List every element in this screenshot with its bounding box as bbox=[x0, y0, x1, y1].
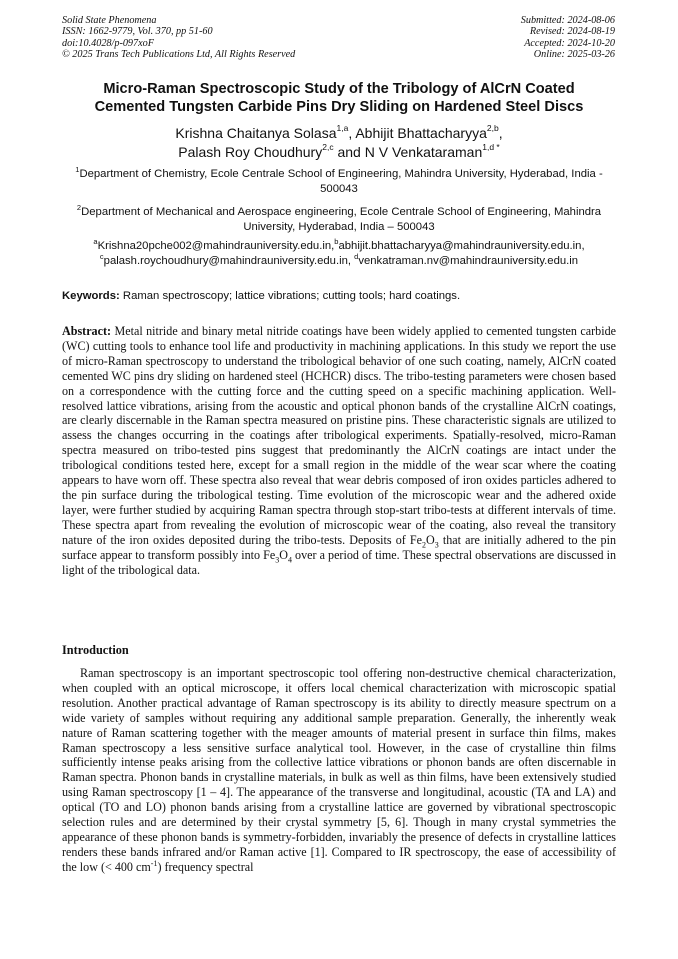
author-affiliation-mark: 1,d * bbox=[482, 141, 500, 152]
subscript: 4 bbox=[287, 555, 292, 564]
journal-copyright: © 2025 Trans Tech Publications Ltd, All Rights Reserved bbox=[62, 48, 296, 60]
subscript: 3 bbox=[434, 540, 439, 550]
email-link[interactable]: palash.roychoudhury@mahindrauniversity.edu.in, bbox=[103, 255, 352, 268]
introduction-text: ) frequency spectral bbox=[157, 859, 254, 874]
date-revised: Revised: 2024-08-19 bbox=[529, 26, 615, 38]
abstract-text: O bbox=[279, 547, 288, 562]
author-separator: and bbox=[333, 143, 365, 160]
affiliation-text: Department of Mechanical and Aerospace engineering, Ecole Centrale School of Engineering, Mahindra University, Hyderabad, India – 500043 bbox=[81, 206, 602, 234]
section-heading-introduction: Introduction bbox=[62, 643, 129, 657]
abstract-text: Metal nitride and binary metal nitride coatings have been widely applied to cemented tungsten carbide (WC) cutting tools to enhance tool life and productivity in machining applications. In this study we report the use of micro-Raman spectroscopy to understand the tribological behavior of one such coating, namely, AlCrN coated cemented WC pins dry sliding on hardened steel (HCHCR) discs. The tribo-testing parameters were chosen based on a correspondence with the cutting force and the cutting speed on a specific machining application. Well-resolved lattice vibrations, arising from the acoustic and optical phonon bands of the crystalline AlCrN coatings, are clearly discernable in the Raman spectra measured on pristine pins. These characteristic signals are utilized to assess the changes occurring in the coatings after tribological experiments. Spatially-resolved, micro-Raman spectra measured on tribo-tested pins suggest that predominantly the AlCrN coatings are intact under the tribological conditions tested here, except for a small region in the middle of the wear scar where the coating appears to have worn off. These spectra also reveal that wear debris composed of iron oxides particles adhered to the pin surface during the tribological testing. Time evolution of the microscopic wear and the adhered oxide layer, were further studied by acquiring Raman spectra through stop-start tribo-tests at different intervals of time. These spectra apart from revealing the evolution of microscopic wear of the coating, also reveal the transitory nature of the iron oxides deposited during the tribo-tests. Deposits of Fe bbox=[62, 324, 616, 547]
journal-name: Solid State Phenomena bbox=[62, 15, 157, 26]
title-line-1: Micro-Raman Spectroscopic Study of the Tribology of AlCrN Coated bbox=[103, 81, 575, 97]
abstract bbox=[62, 324, 616, 577]
author-separator: , bbox=[348, 125, 356, 141]
email-mark: b bbox=[334, 237, 339, 247]
abstract-text: that are initially adhered to the pin surface appear to transform possibly into Fe bbox=[62, 532, 617, 562]
keywords-label: Keywords: bbox=[62, 290, 120, 302]
abstract-text: over a period of time. These spectral observations are discussed in light of the tribological data. bbox=[62, 547, 616, 577]
date-accepted: Accepted: 2024-10-20 bbox=[524, 37, 615, 49]
keywords bbox=[62, 289, 616, 304]
affiliation-1 bbox=[62, 167, 616, 197]
affiliation-text: Department of Chemistry, Ecole Centrale School of Engineering, Mahindra University, Hyderabad, India - 500043 bbox=[79, 168, 603, 196]
author-affiliation-mark: 2,c bbox=[322, 141, 334, 152]
author-name: Krishna Chaitanya Solasa bbox=[175, 125, 337, 141]
abstract-label: Abstract: bbox=[62, 324, 112, 338]
introduction-paragraph bbox=[62, 666, 616, 875]
author-name: Palash Roy Choudhury bbox=[178, 143, 323, 160]
author-list bbox=[40, 124, 638, 161]
introduction-text: Raman spectroscopy is an important spectroscopic tool offering non-destructive chemical characterization, when coupled with an optical microscope, it offers local chemical characterization with microscopic spatial resolution. Another practical advantage of Raman spectroscopy is its ability to directly measure spectrum on a wide variety of samples without requiring any additional sample preparation. Generally, the inherently weak nature of Raman scattering together with the meager amounts of material present in surface thin films, makes Raman spectroscopy a less sensitive surface analytical tool. However, in the case of crystalline thin films sufficiently intense peaks arising from the collective lattice vibrations or phonon bands are often discernable in Raman spectra. Phonon bands in crystalline materials, in bulk as well as thin films, have been extensively studied using Raman spectroscopy [1 – 4]. The appearance of the transverse and longitudinal, acoustic (TA and LA) and optical (TO and LO) phonon bands arising from a crystalline lattice are governed by vibrational spectroscopic selection rules and are determined by their crystal symmetry [5, 6]. Though in many crystal symmetries the appearance of these phonon bands is symmetry-forbidden, invariably the presence of defects in crystalline lattices renders these bands infrared and/or Raman active [1]. Compared to IR spectroscopy, the ease of accessibility of the low (< 400 cm bbox=[62, 666, 616, 874]
author-name: Abhijit Bhattacharyya bbox=[355, 125, 487, 141]
superscript: -1 bbox=[150, 858, 158, 868]
email-link[interactable]: Krishna20pche002@mahindrauniversity.edu.in, bbox=[97, 240, 335, 252]
author-affiliation-mark: 2,b bbox=[486, 123, 499, 134]
paper-title bbox=[40, 80, 638, 116]
email-link[interactable]: abhijit.bhattacharyya@mahindrauniversity.edu.in, bbox=[338, 240, 585, 252]
email-link[interactable]: venkatraman.nv@mahindrauniversity.edu.in bbox=[358, 255, 579, 268]
date-submitted: Submitted: 2024-08-06 bbox=[520, 15, 615, 26]
keywords-text: Raman spectroscopy; lattice vibrations; cutting tools; hard coatings. bbox=[119, 290, 461, 302]
abstract-text: O bbox=[426, 532, 435, 547]
email-mark: a bbox=[93, 237, 98, 247]
journal-info bbox=[62, 15, 295, 60]
author-separator: , bbox=[498, 125, 503, 141]
affiliation-mark: 2 bbox=[76, 203, 82, 213]
title-line-2: Cemented Tungsten Carbide Pins Dry Sliding on Hardened Steel Discs bbox=[94, 99, 584, 115]
subscript: 3 bbox=[275, 555, 280, 564]
affiliation-mark: 1 bbox=[75, 165, 80, 175]
email-mark: d bbox=[354, 252, 359, 262]
author-emails bbox=[62, 239, 616, 269]
email-mark: c bbox=[99, 252, 104, 262]
journal-doi: doi:10.4028/p-097xoF bbox=[62, 37, 154, 49]
publication-dates bbox=[521, 15, 615, 60]
affiliation-2 bbox=[62, 205, 616, 235]
date-online: Online: 2025-03-26 bbox=[533, 48, 615, 60]
journal-issn: ISSN: 1662-9779, Vol. 370, pp 51-60 bbox=[62, 26, 213, 38]
subscript: 2 bbox=[422, 540, 427, 550]
author-name: N V Venkataraman bbox=[364, 143, 483, 160]
author-affiliation-mark: 1,a bbox=[336, 123, 349, 134]
